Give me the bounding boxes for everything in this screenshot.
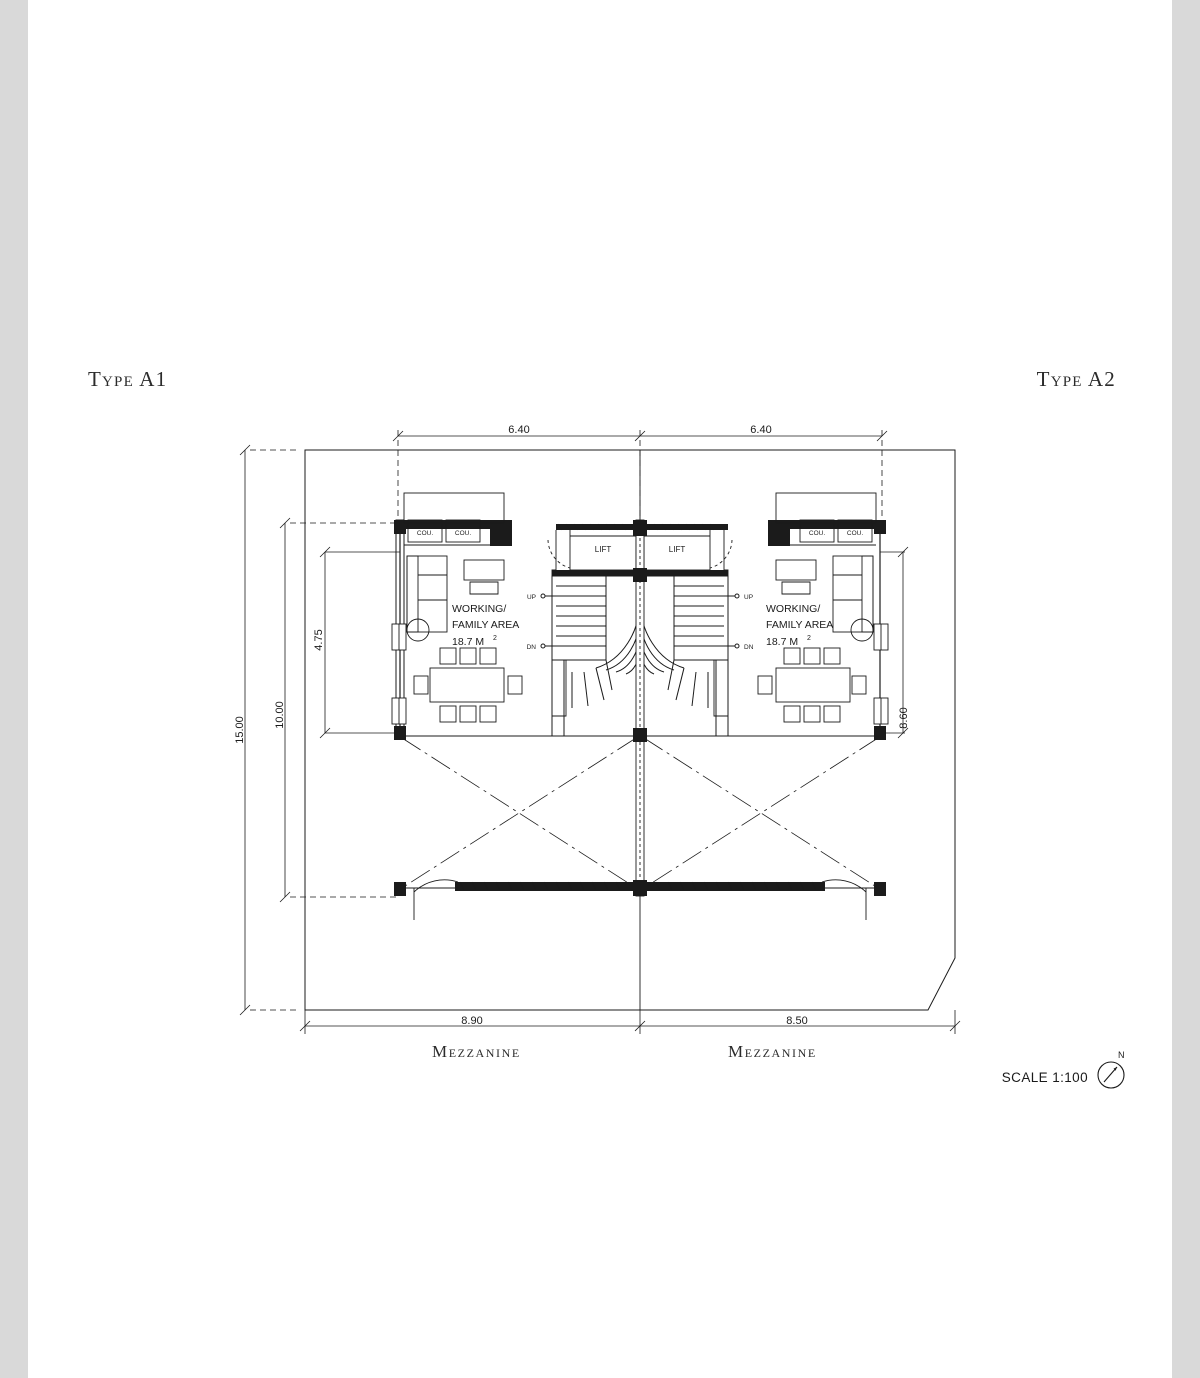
dimension-bottom: [300, 1010, 960, 1034]
stair-core-right: [640, 570, 739, 736]
dim-right-inner-text: 8.60: [898, 707, 910, 729]
room-area-right: 18.7 M: [766, 636, 799, 648]
furniture-dining-right: [758, 648, 866, 722]
room-label-left-line2: FAMILY AREA: [452, 619, 520, 631]
dimension-left: [240, 445, 400, 1015]
scale-label: SCALE 1:100: [1001, 1070, 1088, 1085]
cupboard-label-4: COU.: [846, 530, 864, 537]
floor-label-right: Mezzanine: [728, 1042, 817, 1061]
dim-top-right-text: 6.40: [750, 424, 772, 436]
unit-right-type-a2: [640, 493, 888, 920]
room-area-left: 18.7 M: [452, 636, 485, 648]
void-marker-right: [644, 738, 878, 888]
front-wall-left: [400, 880, 635, 920]
cupboard-label-3: COU.: [808, 530, 826, 537]
window-right-wall: [874, 624, 888, 724]
dim-bottom-left-text: 8.90: [461, 1015, 483, 1027]
page-title-type-a2: Type A2: [1036, 367, 1116, 391]
dim-left-inner-text: 10.00: [274, 701, 286, 729]
stair-core-left: [541, 570, 640, 736]
unit-left-type-a1: [392, 493, 644, 920]
dim-top-left-text: 6.40: [508, 424, 530, 436]
stair-up-label-right: UP: [744, 594, 754, 601]
stair-dn-label-left: DN: [526, 644, 536, 651]
dim-left-outer-text: 15.00: [234, 716, 246, 744]
cupboard-label-1: COU.: [416, 530, 434, 537]
lift-shaft-right: [644, 528, 732, 570]
page-title-type-a1: Type A1: [88, 367, 168, 391]
dim-left-room-text: 4.75: [313, 629, 325, 651]
dim-bottom-right-text: 8.50: [786, 1015, 808, 1027]
lift-label-right: LIFT: [668, 545, 686, 554]
furniture-desk-left: [464, 560, 504, 594]
room-area-right-sup: 2: [807, 635, 811, 642]
cupboard-label-2: COU.: [454, 530, 472, 537]
stair-up-label-left: UP: [526, 594, 536, 601]
furniture-desk-right: [776, 560, 816, 594]
lift-label-left: LIFT: [594, 545, 612, 554]
front-wall-right: [645, 880, 880, 920]
void-marker-left: [402, 738, 636, 888]
floor-label-left: Mezzanine: [432, 1042, 521, 1061]
room-area-left-sup: 2: [493, 635, 497, 642]
stair-dn-label-right: DN: [744, 644, 754, 651]
room-label-left-line1: WORKING/: [452, 603, 507, 615]
party-wall-centre: [633, 450, 647, 1010]
room-label-right-line1: WORKING/: [766, 603, 821, 615]
lift-shaft-left: [548, 528, 636, 570]
north-letter: N: [1118, 1050, 1125, 1060]
room-label-right-line2: FAMILY AREA: [766, 619, 834, 631]
furniture-dining-left: [414, 648, 522, 722]
